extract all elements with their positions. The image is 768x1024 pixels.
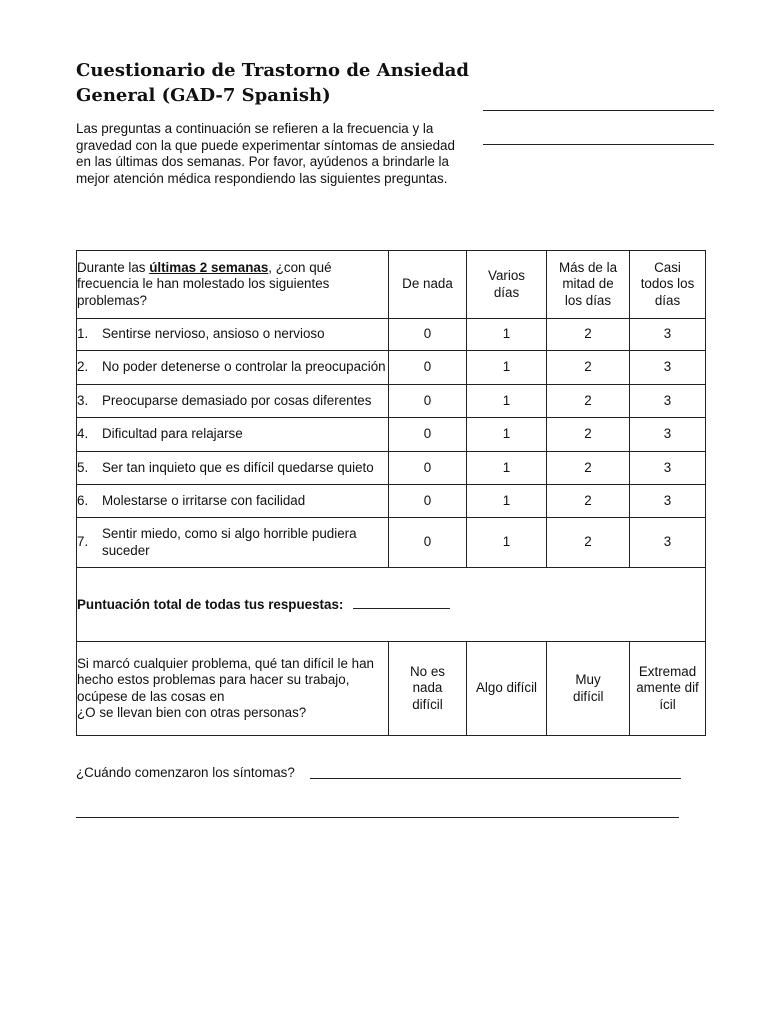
question-prompt: Durante las últimas 2 semanas, ¿con qué frecuencia le han molestado los siguientes problemas? (77, 251, 389, 319)
score-cell[interactable]: 0 (389, 452, 467, 485)
score-cell[interactable]: 1 (467, 319, 547, 351)
table-row (77, 351, 706, 385)
score-cell[interactable]: 1 (467, 385, 547, 418)
score-cell[interactable]: 3 (630, 351, 706, 385)
table-row (77, 385, 706, 418)
score-cell[interactable]: 3 (630, 485, 706, 518)
item-number: 3. (77, 392, 89, 408)
item-text: Preocuparse demasiado por cosas diferentes (102, 392, 372, 408)
column-header-casi-todos: Casi todos los días (630, 251, 706, 319)
item-text: Ser tan inquieto que es difícil quedarse quieto (102, 459, 374, 475)
gad7-table (76, 250, 706, 736)
table-row (77, 418, 706, 452)
score-cell[interactable]: 3 (630, 385, 706, 418)
date-line[interactable] (483, 144, 714, 145)
score-cell[interactable]: 3 (630, 418, 706, 452)
item-number: 2. (77, 359, 89, 375)
difficulty-row (77, 642, 706, 736)
score-cell[interactable]: 1 (467, 351, 547, 385)
header-row (77, 251, 706, 319)
item-text: Sentirse nervioso, ansioso o nervioso (102, 326, 325, 342)
intro-paragraph: Las preguntas a continuación se refieren a la frecuencia y la gravedad con la que puede experimentar síntomas de ansiedad en las últimas dos semanas. Por favor, ayúdenos a brindarle la mejor atención médica respondiendo las siguientes preguntas. (76, 121, 455, 186)
form-title: Cuestionario de Trastorno de Ansiedad General (GAD-7 Spanish) (76, 60, 469, 106)
score-cell[interactable]: 2 (547, 452, 630, 485)
column-header-mas-de-la-mitad: Más de la mitad de los días (547, 251, 630, 319)
score-cell[interactable]: 3 (630, 319, 706, 351)
score-cell[interactable]: 0 (389, 518, 467, 568)
item-number: 7. (77, 534, 89, 550)
item-number: 5. (77, 459, 89, 475)
difficulty-option-none[interactable]: No es nada difícil (389, 642, 467, 736)
additional-answer-line[interactable] (76, 817, 679, 818)
score-cell[interactable]: 2 (547, 418, 630, 452)
item-text: Molestarse o irritarse con facilidad (102, 492, 306, 508)
score-cell[interactable]: 2 (547, 385, 630, 418)
table-row (77, 485, 706, 518)
item-number: 1. (77, 326, 89, 342)
score-cell[interactable]: 2 (547, 351, 630, 385)
score-cell[interactable]: 1 (467, 418, 547, 452)
onset-question: ¿Cuándo comenzaron los síntomas? (76, 765, 295, 780)
total-row (77, 568, 706, 642)
score-cell[interactable]: 2 (547, 518, 630, 568)
score-cell[interactable]: 0 (389, 319, 467, 351)
score-cell[interactable]: 0 (389, 485, 467, 518)
difficulty-option-extreme[interactable]: Extremadamente difícil (630, 642, 706, 736)
score-cell[interactable]: 0 (389, 418, 467, 452)
score-cell[interactable]: 2 (547, 319, 630, 351)
score-cell[interactable]: 1 (467, 518, 547, 568)
item-text: No poder detenerse o controlar la preocupación (102, 359, 386, 375)
score-cell[interactable]: 2 (547, 485, 630, 518)
total-score-blank[interactable] (353, 596, 450, 609)
score-cell[interactable]: 0 (389, 385, 467, 418)
table-row (77, 452, 706, 485)
signature-line[interactable] (483, 110, 714, 111)
difficulty-option-very[interactable]: Muy difícil (547, 642, 630, 736)
score-cell[interactable]: 0 (389, 351, 467, 385)
onset-answer-line[interactable] (310, 778, 681, 779)
item-text: Dificultad para relajarse (102, 426, 243, 442)
difficulty-option-somewhat[interactable]: Algo difícil (467, 642, 547, 736)
score-cell[interactable]: 3 (630, 518, 706, 568)
prompt-emphasis: últimas 2 semanas (149, 259, 269, 275)
total-label: Puntuación total de todas tus respuestas: (77, 596, 344, 612)
item-text: Sentir miedo, como si algo horrible pudiera suceder (102, 526, 357, 558)
column-header-varios-dias: Varios días (467, 251, 547, 319)
score-cell[interactable]: 1 (467, 485, 547, 518)
score-cell[interactable]: 3 (630, 452, 706, 485)
item-number: 4. (77, 426, 89, 442)
item-number: 6. (77, 492, 89, 508)
column-header-de-nada: De nada (389, 251, 467, 319)
difficulty-question: Si marcó cualquier problema, qué tan difícil le han hecho estos problemas para hacer su trabajo, ocúpese de las cosas en ¿O se llevan bien con otras personas? (77, 642, 389, 736)
table-row (77, 319, 706, 351)
score-cell[interactable]: 1 (467, 452, 547, 485)
table-row (77, 518, 706, 568)
